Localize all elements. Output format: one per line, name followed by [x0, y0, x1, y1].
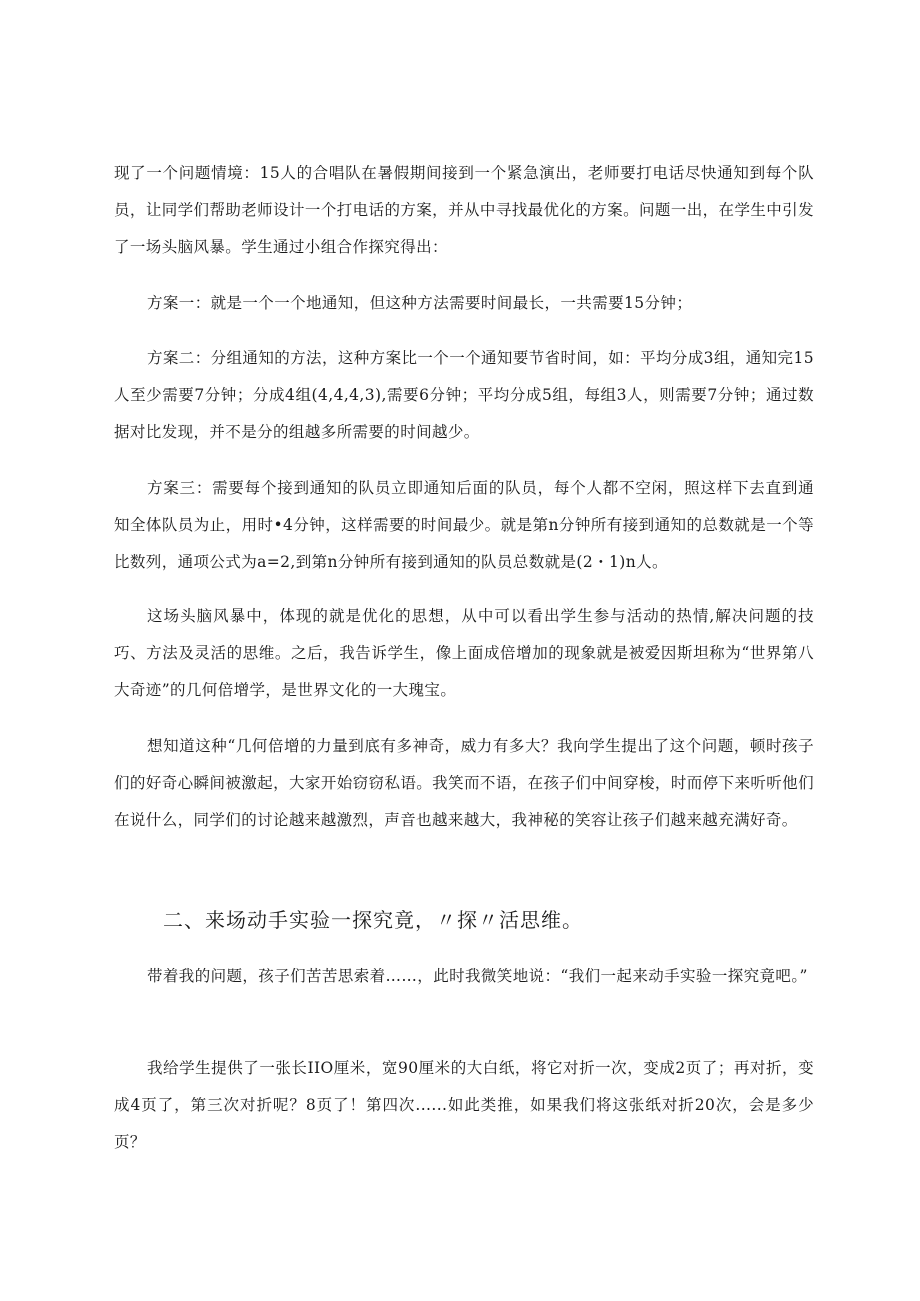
paragraph-experiment-intro: 带着我的问题，孩子们苦苦思索着……，此时我微笑地说：“我们一起来动手实验一探究竟吧。” [147, 967, 808, 985]
section-heading: 二、来场动手实验一探究竟，〃探〃活思维。 [163, 908, 583, 932]
paragraph-problem-scenario: 现了一个问题情境：15人的合唱队在暑假期间接到一个紧急演出，老师要打电话尽快通知到每个队员，让同学们帮助老师设计一个打电话的方案，并从中寻找最优化的方案。问题一出，在学生中引发了一场头脑风暴。学生通过小组合作探究得出： [114, 164, 814, 256]
paragraph-plan-one: 方案一：就是一个一个地通知，但这种方法需要时间最长，一共需要15分钟； [147, 294, 693, 312]
paragraph-curiosity: 想知道这种“几何倍增的力量到底有多神奇，威力有多大？我向学生提出了这个问题，顿时孩子们的好奇心瞬间被激起，大家开始窃窃私语。我笑而不语，在孩子们中间穿梭，时而停下来听听他们在说什么，同学们的讨论越来越激烈，声音也越来越大，我神秘的笑容让孩子们越来越充满好奇。 [114, 737, 814, 829]
paragraph-paper-folding: 我给学生提供了一张长IIO厘米，宽90厘米的大白纸，将它对折一次，变成2页了；再对折，变成4页了，第三次对折呢？8页了！第四次......如此类推，如果我们将这张纸对折20次，会是多少页？ [114, 1059, 814, 1151]
paragraph-plan-two: 方案二：分组通知的方法，这种方案比一个一个通知要节省时间，如：平均分成3组，通知完15人至少需要7分钟；分成4组(4,4,4,3),需要6分钟；平均分成5组，每组3人，则需要7分钟；通过数据对比发现，并不是分的组越多所需要的时间越少。 [114, 349, 814, 441]
paragraph-brainstorm-summary: 这场头脑风暴中，体现的就是优化的思想，从中可以看出学生参与活动的热情,解决问题的技巧、方法及灵活的思维。之后，我告诉学生，像上面成倍增加的现象就是被爱因斯坦称为“世界第八大奇迹”的几何倍增学，是世界文化的一大瑰宝。 [114, 607, 814, 699]
paragraph-plan-three: 方案三：需要每个接到通知的队员立即通知后面的队员，每个人都不空闲，照这样下去直到通知全体队员为止，用时•4分钟，这样需要的时间最少。就是第n分钟所有接到通知的总数就是一个等比数列，通项公式为a=2,到第n分钟所有接到通知的队员总数就是(2・1)n人。 [114, 479, 814, 571]
